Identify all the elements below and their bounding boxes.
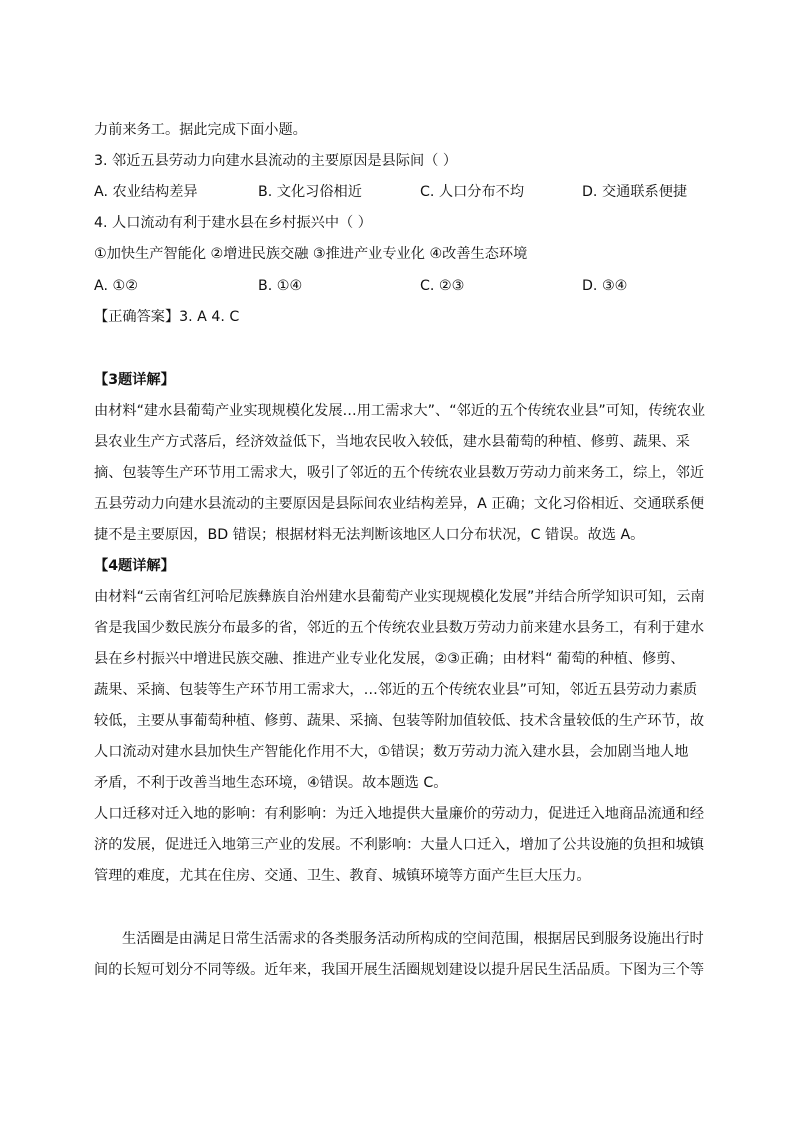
q4-explanation-line: 较低，主要从事葡萄种植、修剪、蔬果、采摘、包装等附加值较低、技术含量较低的生产环节，故 [94, 713, 705, 729]
q4-option-b: B. ①④ [258, 278, 303, 294]
q3-option-c: C. 人口分布不均 [420, 184, 525, 200]
q4-explanation-line: 人口流动对建水县加快生产智能化作用不大，①错误；数万劳动力流入建水县，会加剧当地人地 [94, 744, 689, 760]
q4-option-a: A. ①② [94, 278, 138, 294]
q4-explanation-title: 【4题详解】 [94, 558, 175, 574]
q4-option-c: C. ②③ [420, 278, 465, 294]
q3-explanation-line: 县农业生产方式落后，经济效益低下，当地农民收入较低，建水县葡萄的种植、修剪、蔬果、采 [94, 434, 690, 450]
q4-explanation-line: 省是我国少数民族分布最多的省，邻近的五个传统农业县数万劳动力前来建水县务工，有利于建水 [94, 620, 705, 636]
q3-explanation-title: 【3题详解】 [94, 372, 175, 388]
q3-explanation-line: 由材料“建水县葡萄产业实现规模化发展…用工需求大”、“邻近的五个传统农业县”可知，传统农业 [94, 403, 706, 419]
q3-option-a: A. 农业结构差异 [94, 184, 198, 200]
q3-option-b: B. 文化习俗相近 [258, 184, 362, 200]
q3-explanation-line: 摘、包装等生产环节用工需求大，吸引了邻近的五个传统农业县数万劳动力前来务工，综上，邻近 [94, 465, 705, 481]
q4-explanation-line: 蔬果、采摘、包装等生产环节用工需求大，…邻近的五个传统农业县”可知，邻近五县劳动力素质 [94, 682, 698, 698]
q4-option-d: D. ③④ [582, 278, 628, 294]
q4-explanation-line: 县在乡村振兴中增进民族交融、推进产业专业化发展，②③正确；由材料“ 葡萄的种植、修剪、 [94, 651, 685, 667]
migration-impact-line: 人口迁移对迁入地的影响：有利影响：为迁入地提供大量廉价的劳动力，促进迁入地商品流通和经 [94, 806, 705, 822]
answer-line: 【正确答案】3. A 4. C [94, 309, 240, 325]
question-3: 3. 邻近五县劳动力向建水县流动的主要原因是县际间（ ） [94, 153, 458, 169]
q3-explanation-line: 五县劳动力向建水县流动的主要原因是县际间农业结构差异，A 正确；文化习俗相近、交通联系便 [94, 496, 705, 512]
migration-impact-line: 管理的难度，尤其在住房、交通、卫生、教育、城镇环境等方面产生巨大压力。 [94, 868, 591, 884]
q4-statements: ①加快生产智能化 ②增进民族交融 ③推进产业专业化 ④改善生态环境 [94, 246, 528, 262]
q3-option-d: D. 交通联系便捷 [582, 184, 688, 200]
q4-explanation-line: 矛盾，不利于改善当地生态环境，④错误。故本题选 C。 [94, 775, 448, 791]
q4-explanation-line: 由材料“云南省红河哈尼族彝族自治州建水县葡萄产业实现规模化发展”并结合所学知识可知，云南 [94, 589, 705, 605]
new-passage-line: 间的长短可划分不同等级。近年来，我国开展生活圈规划建设以提升居民生活品质。下图为三个等 [94, 962, 705, 978]
migration-impact-line: 济的发展，促进迁入地第三产业的发展。不利影响：大量人口迁入，增加了公共设施的负担和城镇 [94, 837, 705, 853]
new-passage-line: 生活圈是由满足日常生活需求的各类服务活动所构成的空间范围，根据居民到服务设施出行时 [122, 931, 704, 947]
intro-line: 力前来务工。据此完成下面小题。 [94, 122, 307, 138]
q3-explanation-line: 捷不是主要原因，BD 错误；根据材料无法判断该地区人口分布状况，C 错误。故选 A。 [94, 527, 645, 543]
question-4: 4. 人口流动有利于建水县在乡村振兴中（ ） [94, 215, 372, 231]
